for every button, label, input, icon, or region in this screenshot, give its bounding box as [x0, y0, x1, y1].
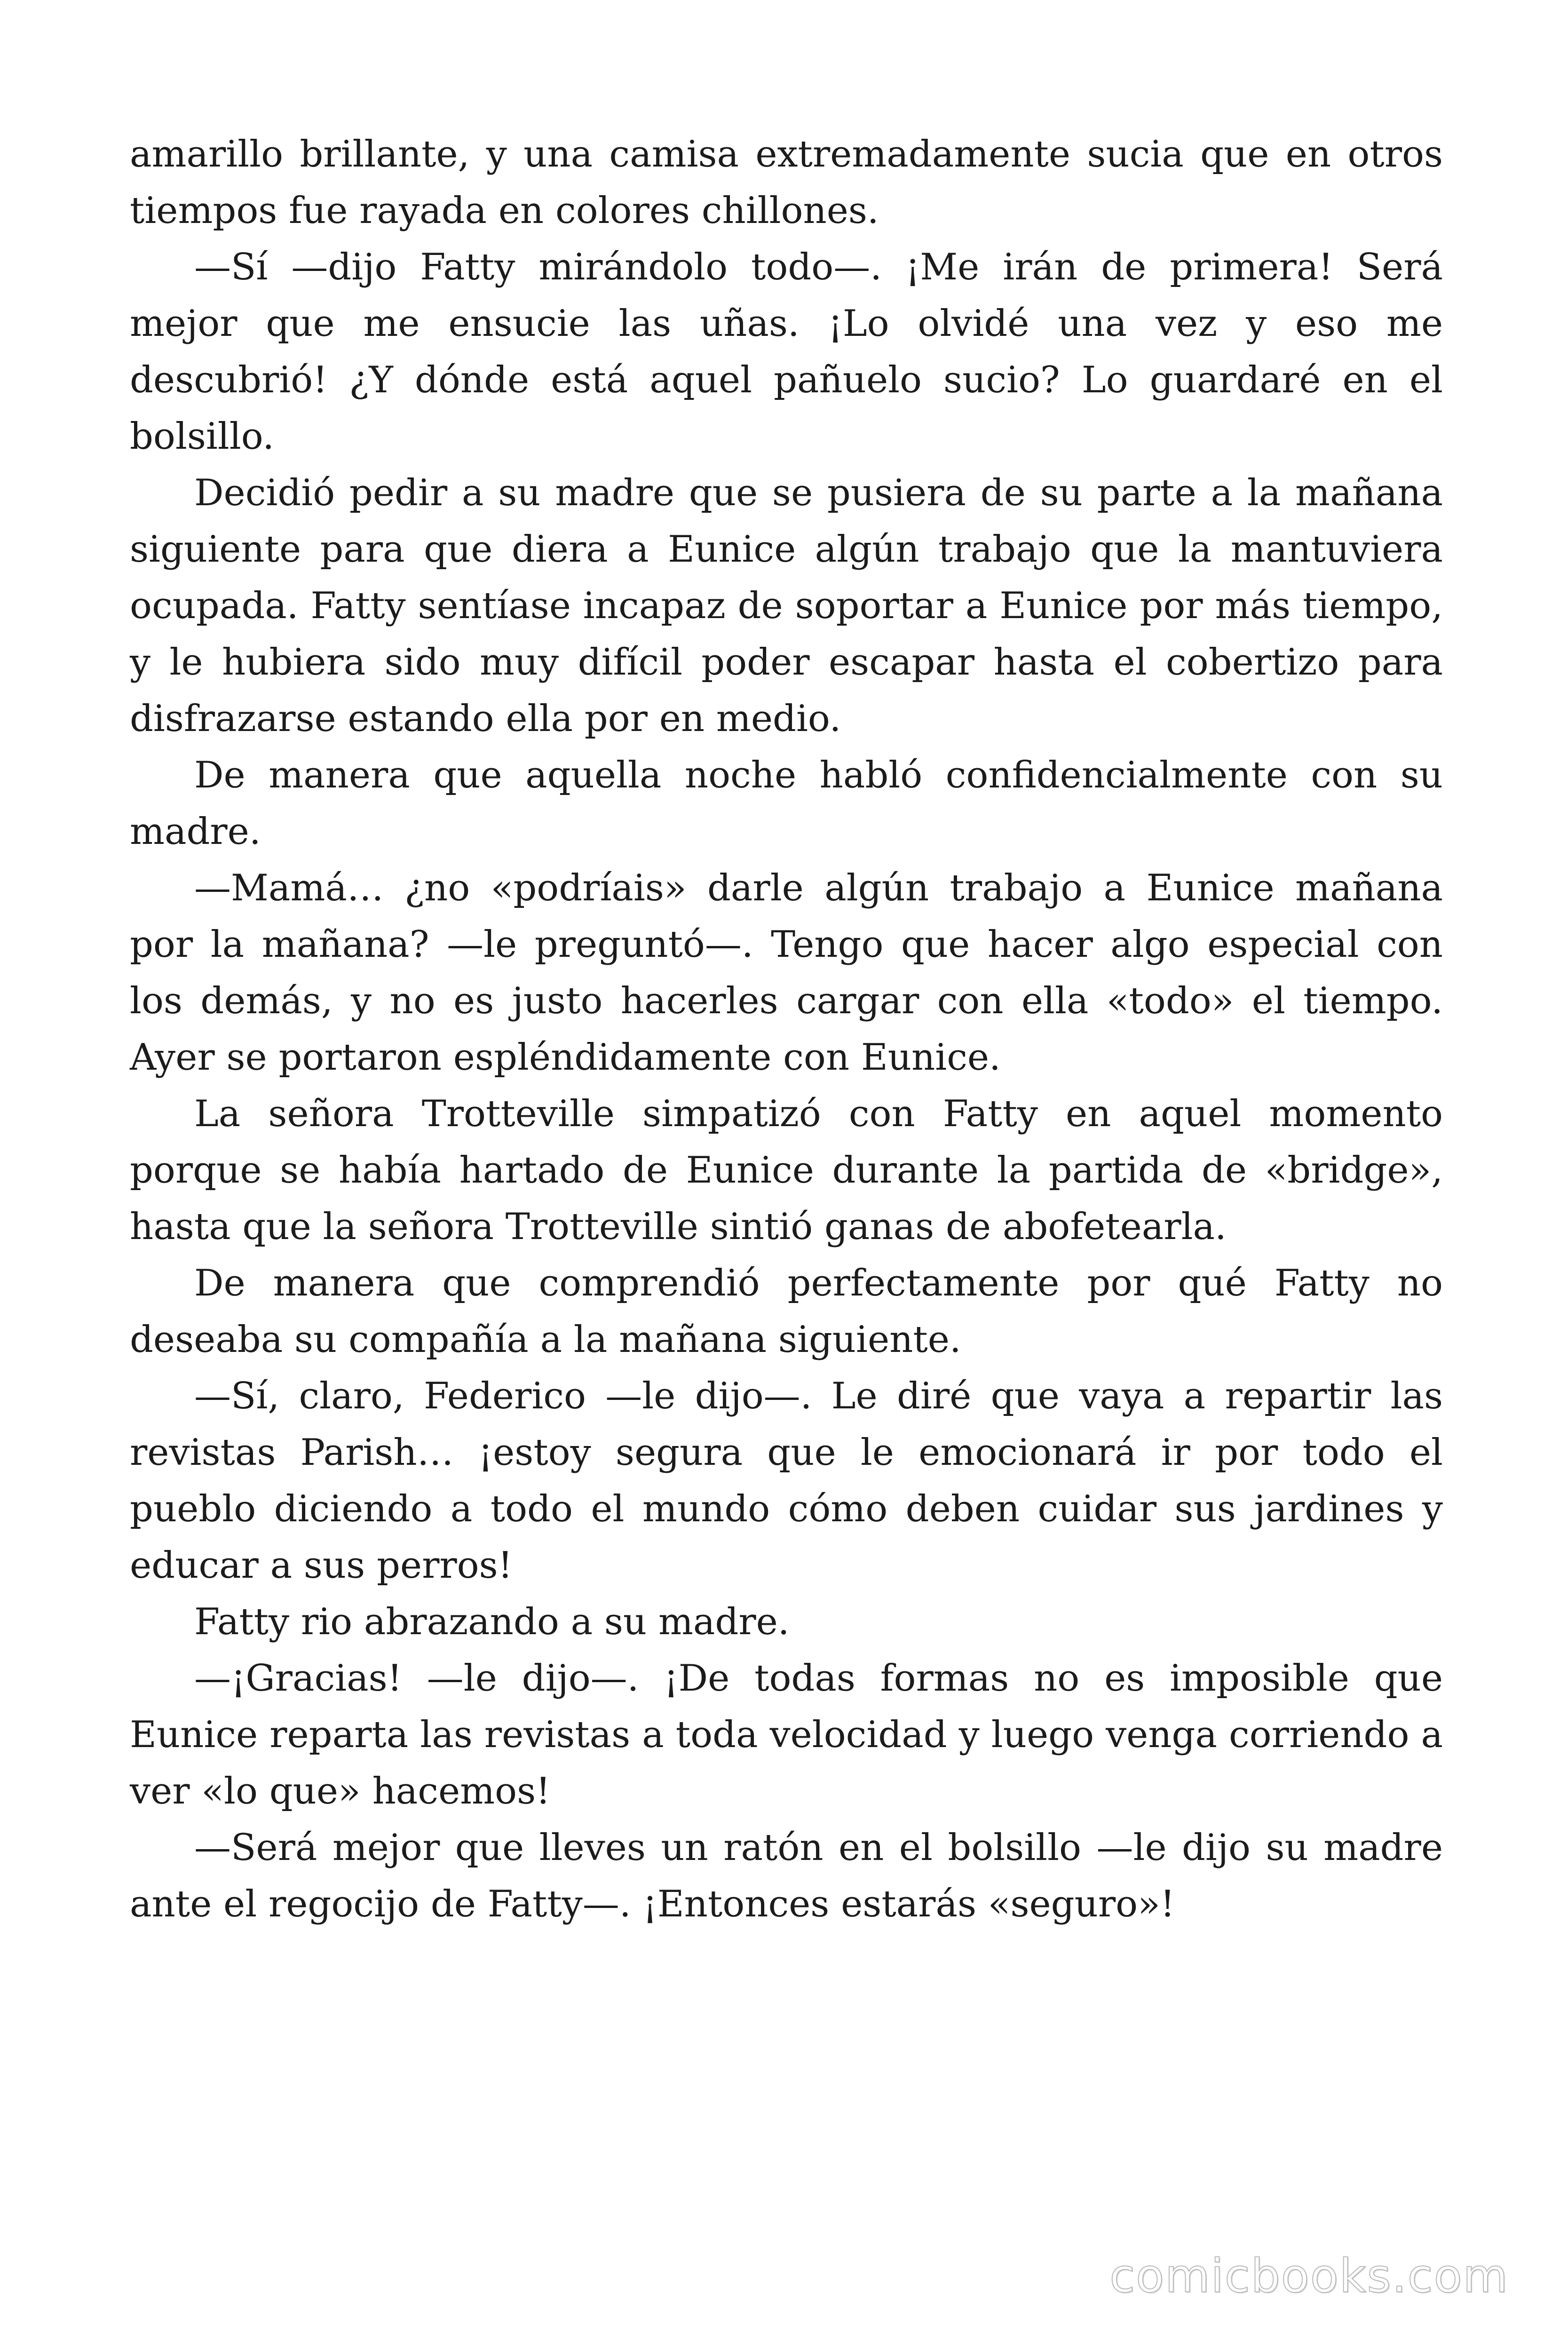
paragraph: —Mamá… ¿no «podríais» darle algún trabajo a Eunice mañana por la mañana? —le preguntó—. Tengo que hacer algo especial con los demás, y no es justo hacerles cargar con ella «todo» el tiempo. Ayer se portaron espléndidamente con Eunice. — [130, 867, 1443, 1079]
paragraph: —¡Gracias! —le dijo—. ¡De todas formas no es imposible que Eunice reparta las revistas a toda velocidad y luego venga corriendo a ver «lo que» hacemos! — [130, 1657, 1443, 1812]
paragraph: De manera que aquella noche habló confidencialmente con su madre. — [130, 754, 1443, 853]
paragraph-continuation: amarillo brillante, y una camisa extremadamente sucia que en otros tiempos fue rayada en colores chillones. — [130, 133, 1443, 232]
paragraph: La señora Trotteville simpatizó con Fatty en aquel momento porque se había hartado de Eunice durante la partida de «bridge», hasta que la señora Trotteville sintió ganas de abofetearla. — [130, 1093, 1443, 1248]
paragraph: De manera que comprendió perfectamente por qué Fatty no deseaba su compañía a la mañana siguiente. — [130, 1262, 1443, 1361]
paragraph: Decidió pedir a su madre que se pusiera de su parte a la mañana siguiente para que diera a Eunice algún trabajo que la mantuviera ocupada. Fatty sentíase incapaz de soportar a Eunice por más tiempo, y le hubiera sido muy difícil poder escapar hasta el cobertizo para disfrazarse estando ella por en medio. — [130, 472, 1443, 740]
site-watermark: comicbooks.com — [1109, 2249, 1509, 2303]
paragraph: —Sí, claro, Federico —le dijo—. Le diré que vaya a repartir las revistas Parish… ¡estoy segura que le emocionará ir por todo el pueblo diciendo a todo el mundo cómo deben cuidar sus jardines y educar a sus perros! — [130, 1375, 1443, 1587]
paragraph: Fatty rio abrazando a su madre. — [194, 1601, 790, 1643]
paragraph: —Será mejor que lleves un ratón en el bolsillo —le dijo su madre ante el regocijo de Fatty—. ¡Entonces estarás «seguro»! — [130, 1827, 1443, 1925]
paragraph: —Sí —dijo Fatty mirándolo todo—. ¡Me irán de primera! Será mejor que me ensucie las uñas. ¡Lo olvidé una vez y eso me descubrió! ¿Y dónde está aquel pañuelo sucio? Lo guardaré en el bolsillo. — [130, 246, 1443, 458]
body-text — [130, 126, 1443, 1932]
